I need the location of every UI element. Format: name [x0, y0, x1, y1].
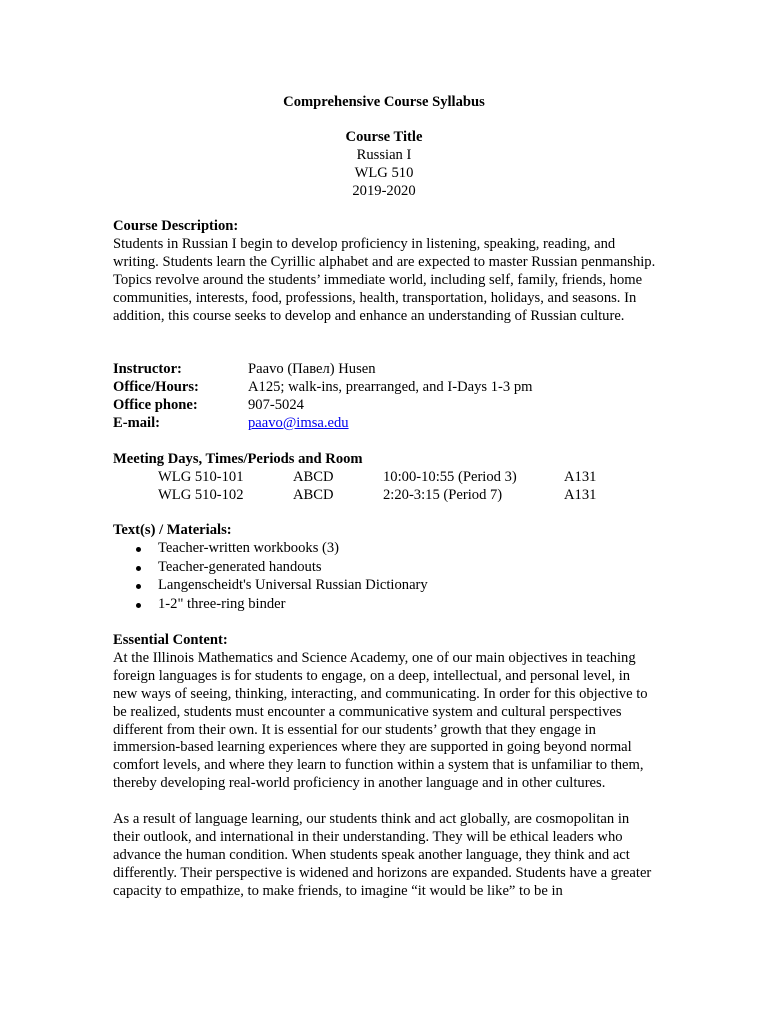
office-hours-label: Office/Hours:	[113, 378, 199, 395]
list-item: 1-2" three-ring binder	[113, 596, 658, 615]
office-phone-row	[113, 397, 658, 415]
list-item: Teacher-generated handouts	[113, 559, 658, 578]
email-row	[113, 415, 658, 433]
meeting-time: 10:00-10:55 (Period 3)	[383, 468, 517, 485]
essential-content-paragraph-2: As a result of language learning, our students think and act globally, are cosmopolitan in their outlook, and international in their understanding. They will be ethical leaders who advance the human condition. When students speak another language, they think and act differently. Their perspective is widened and horizons are expanded. Students have a greater capacity to empathize, to make friends, to imagine “it would be like” to be in	[113, 811, 652, 899]
course-title-block	[0, 129, 768, 201]
contact-section	[113, 361, 658, 433]
bullet-icon	[113, 559, 158, 578]
course-code: WLG 510	[354, 164, 414, 181]
materials-heading: Text(s) / Materials:	[113, 522, 232, 538]
essential-content-paragraph-1: At the Illinois Mathematics and Science Academy, one of our main objectives in teaching foreign languages is for students to engage, on a deep, intellectual, and personal level, in new ways of seeing, thinking, interacting, and communicating. In order for this objective to be realized, students must encounter a communicative system and cultural perspectives different from their own. It is essential for our students’ growth that they engage in immersion-based learning experiences where they are supported in going beyond normal comfort levels, and where they learn to function within a system that is unfamiliar to them, thereby developing real-world proficiency in another language and in other cultures.	[113, 649, 648, 792]
course-description-heading: Course Description:	[113, 218, 239, 234]
office-phone-label: Office phone:	[113, 396, 198, 413]
essential-content-section	[113, 632, 658, 901]
course-title-heading: Course Title	[345, 129, 423, 145]
materials-section	[113, 522, 658, 614]
meeting-days: ABCD	[293, 468, 334, 485]
meetings-heading: Meeting Days, Times/Periods and Room	[113, 451, 363, 467]
document-title: Comprehensive Course Syllabus	[283, 94, 485, 110]
instructor-value: Paavo (Павел) Husen	[248, 361, 376, 377]
meeting-row	[113, 469, 658, 487]
meeting-room: A131	[564, 468, 597, 485]
course-description-text: Students in Russian I begin to develop proficiency in listening, speaking, reading, and writing. Students learn the Cyrillic alphabet and are expected to master Russian penmanship. Topics revolve around the students’ immediate world, including self, family, friends, home communities, interests, food, professions, health, transportation, holidays, and seasons. In addition, this course seeks to develop and enhance an understanding of Russian culture.	[113, 235, 656, 324]
instructor-row	[113, 361, 658, 379]
email-link[interactable]: paavo@imsa.edu	[248, 414, 349, 431]
bullet-icon	[113, 540, 158, 559]
list-item: Teacher-written workbooks (3)	[113, 540, 658, 559]
course-description-section	[113, 218, 658, 325]
office-phone-value: 907-5024	[248, 396, 304, 413]
course-name: Russian I	[356, 146, 412, 163]
bullet-icon	[113, 596, 158, 615]
office-hours-row	[113, 379, 658, 397]
meeting-section: WLG 510-101	[158, 468, 244, 485]
meeting-row	[113, 487, 658, 505]
bullet-icon	[113, 577, 158, 596]
essential-content-heading: Essential Content:	[113, 632, 228, 648]
meeting-room: A131	[564, 486, 597, 503]
list-item: Langenscheidt's Universal Russian Dictionary	[113, 577, 658, 596]
course-year: 2019-2020	[352, 182, 416, 199]
office-hours-value: A125; walk-ins, prearranged, and I-Days 1-3 pm	[248, 378, 533, 395]
email-label: E-mail:	[113, 414, 161, 431]
meeting-section: WLG 510-102	[158, 486, 244, 503]
meeting-days: ABCD	[293, 486, 334, 503]
materials-list	[113, 540, 658, 614]
meeting-time: 2:20-3:15 (Period 7)	[383, 486, 503, 503]
meetings-section	[113, 451, 658, 505]
instructor-label: Instructor:	[113, 361, 182, 377]
